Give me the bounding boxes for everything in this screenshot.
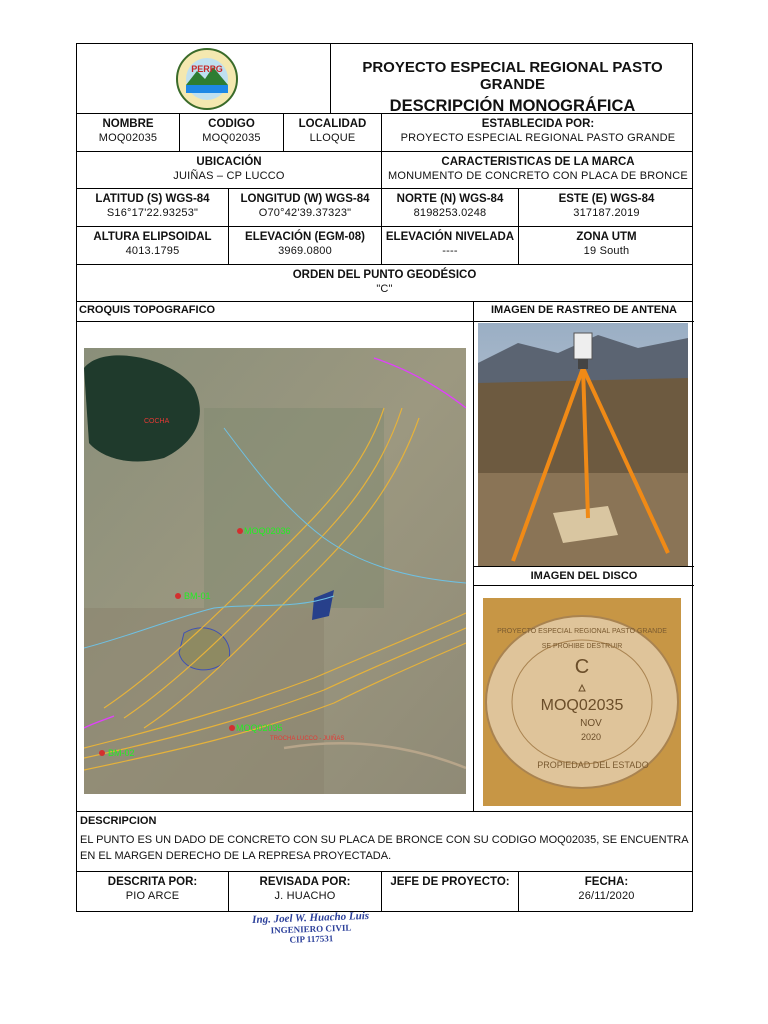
croquis-cell — [77, 302, 474, 811]
topographic-map — [84, 348, 466, 794]
descripcion-text: EL PUNTO ES UN DADO DE CONCRETO CON SU PLACA DE BRONCE CON SU CODIGO MOQ02035, SE ENCUENTRA EN EL MARGEN DERECHO DE LA REPRESA PROYECTADA. — [80, 834, 688, 862]
orden-row — [77, 265, 692, 302]
codigo-cell — [180, 114, 284, 151]
localidad-cell — [284, 114, 382, 151]
disk-code: MOQ02035 — [540, 697, 624, 714]
zona-cell — [519, 227, 694, 264]
croquis-title: CROQUIS TOPOGRAFICO — [79, 304, 216, 316]
map-bm01-label: BM-01 — [184, 591, 211, 601]
descripcion-row — [77, 812, 692, 872]
longitud-label: LONGITUD (W) WGS-84 — [240, 193, 370, 205]
images-row — [77, 302, 692, 812]
antenna-photo-svg — [478, 323, 688, 566]
map-svg — [84, 348, 466, 794]
altura-label: ALTURA ELIPSOIDAL — [93, 231, 212, 243]
disk-photo — [483, 598, 681, 806]
header-row — [77, 44, 692, 114]
antenna-photo — [478, 323, 688, 566]
map-lake-label: COCHA — [144, 418, 170, 425]
nivelada-cell — [382, 227, 519, 264]
descrita-cell — [77, 872, 229, 912]
norte-label: NORTE (N) WGS-84 — [396, 193, 504, 205]
location-row — [77, 152, 692, 189]
project-title: PROYECTO ESPECIAL REGIONAL PASTO GRANDE — [362, 59, 663, 93]
latitud-label: LATITUD (S) WGS-84 — [95, 193, 210, 205]
elevacion-cell — [229, 227, 382, 264]
revisada-value: J. HUACHO — [274, 890, 336, 902]
este-cell — [519, 189, 694, 226]
logo-cell — [77, 44, 331, 113]
establecida-value: PROYECTO ESPECIAL REGIONAL PASTO GRANDE — [400, 132, 676, 144]
coordinates-row — [77, 189, 692, 227]
establecida-cell — [382, 114, 694, 151]
map-moq-label: MOQ02035 — [236, 723, 283, 733]
elevacion-label: ELEVACIÓN (EGM-08) — [245, 231, 365, 243]
signature-row — [77, 872, 692, 912]
caracteristicas-label: CARACTERISTICAS DE LA MARCA — [441, 156, 635, 168]
este-label: ESTE (E) WGS-84 — [558, 193, 655, 205]
map-road-label: TROCHA LUCCO - JUIÑAS — [270, 736, 345, 742]
revisada-cell — [229, 872, 382, 912]
stamp-title: INGENIERO CIVIL — [270, 922, 352, 936]
fecha-label: FECHA: — [584, 876, 629, 888]
orden-value: "C" — [376, 283, 393, 295]
codigo-value: MOQ02035 — [202, 132, 261, 144]
orden-label: ORDEN DEL PUNTO GEODÉSICO — [292, 269, 477, 281]
longitud-value: O70°42'39.37323" — [258, 207, 352, 219]
latitud-value: S16°17'22.93253" — [106, 207, 199, 219]
elevacion-value: 3969.0800 — [278, 245, 332, 257]
caracteristicas-cell — [382, 152, 694, 188]
document-subtitle: DESCRIPCIÓN MONOGRÁFICA — [389, 97, 636, 115]
descripcion-label: DESCRIPCION — [80, 815, 157, 827]
establecida-label: ESTABLECIDA POR: — [481, 118, 595, 130]
zona-value: 19 South — [583, 245, 630, 257]
altura-value: 4013.1795 — [125, 245, 180, 257]
photos-cell — [474, 302, 694, 811]
zona-label: ZONA UTM — [576, 231, 637, 243]
nivelada-value: ---- — [442, 245, 458, 257]
ubicacion-label: UBICACIÓN — [196, 156, 262, 168]
nombre-value: MOQ02035 — [98, 132, 158, 144]
nivelada-label: ELEVACIÓN NIVELADA — [385, 231, 515, 243]
disco-title-bar — [474, 566, 694, 586]
disco-title: IMAGEN DEL DISCO — [530, 570, 638, 582]
rastreo-title: IMAGEN DE RASTREO DE ANTENA — [491, 304, 677, 316]
caracteristicas-value: MONUMENTO DE CONCRETO CON PLACA DE BRONCE — [388, 170, 688, 182]
norte-value: 8198253.0248 — [413, 207, 487, 219]
disk-month: NOV — [580, 718, 602, 729]
logo-text: PERPG — [191, 64, 223, 74]
ubicacion-cell — [77, 152, 382, 188]
orden-cell — [77, 265, 692, 301]
nombre-label: NOMBRE — [102, 118, 154, 130]
altura-cell — [77, 227, 229, 264]
localidad-value: LLOQUE — [309, 132, 356, 144]
disk-ring-inner: SE PROHIBE DESTRUIR — [541, 643, 623, 650]
monograph-sheet — [76, 43, 693, 912]
engineer-stamp — [245, 910, 376, 947]
disk-ring-top: PROYECTO ESPECIAL REGIONAL PASTO GRANDE — [497, 628, 667, 635]
latitud-cell — [77, 189, 229, 226]
stamp-cip: CIP 117531 — [289, 933, 334, 945]
disk-ring-bottom: PROPIEDAD DEL ESTADO — [537, 760, 649, 770]
disk-letter: C — [574, 656, 590, 678]
este-value: 317187.2019 — [573, 207, 640, 219]
map-point-main-label: MOQ02036 — [244, 526, 291, 536]
norte-cell — [382, 189, 519, 226]
descrita-value: PIO ARCE — [125, 890, 180, 902]
identification-row — [77, 114, 692, 152]
perpg-logo — [167, 47, 247, 111]
ubicacion-value: JUIÑAS – CP LUCCO — [173, 170, 285, 182]
elevation-row — [77, 227, 692, 265]
descrita-label: DESCRITA POR: — [107, 876, 198, 888]
disk-year: 2020 — [580, 732, 602, 742]
disk-photo-svg — [483, 598, 681, 806]
jefe-label: JEFE DE PROYECTO: — [390, 876, 510, 888]
fecha-value: 26/11/2020 — [578, 890, 635, 902]
stamp-name: Ing. Joel W. Huacho Luis — [251, 909, 370, 927]
codigo-label: CODIGO — [208, 118, 255, 130]
map-bm02-label: BM-02 — [108, 748, 135, 758]
title-cell — [331, 44, 694, 113]
revisada-label: REVISADA POR: — [259, 876, 351, 888]
longitud-cell — [229, 189, 382, 226]
localidad-label: LOCALIDAD — [298, 118, 367, 130]
jefe-cell — [382, 872, 519, 912]
nombre-cell — [77, 114, 180, 151]
fecha-cell — [519, 872, 694, 912]
